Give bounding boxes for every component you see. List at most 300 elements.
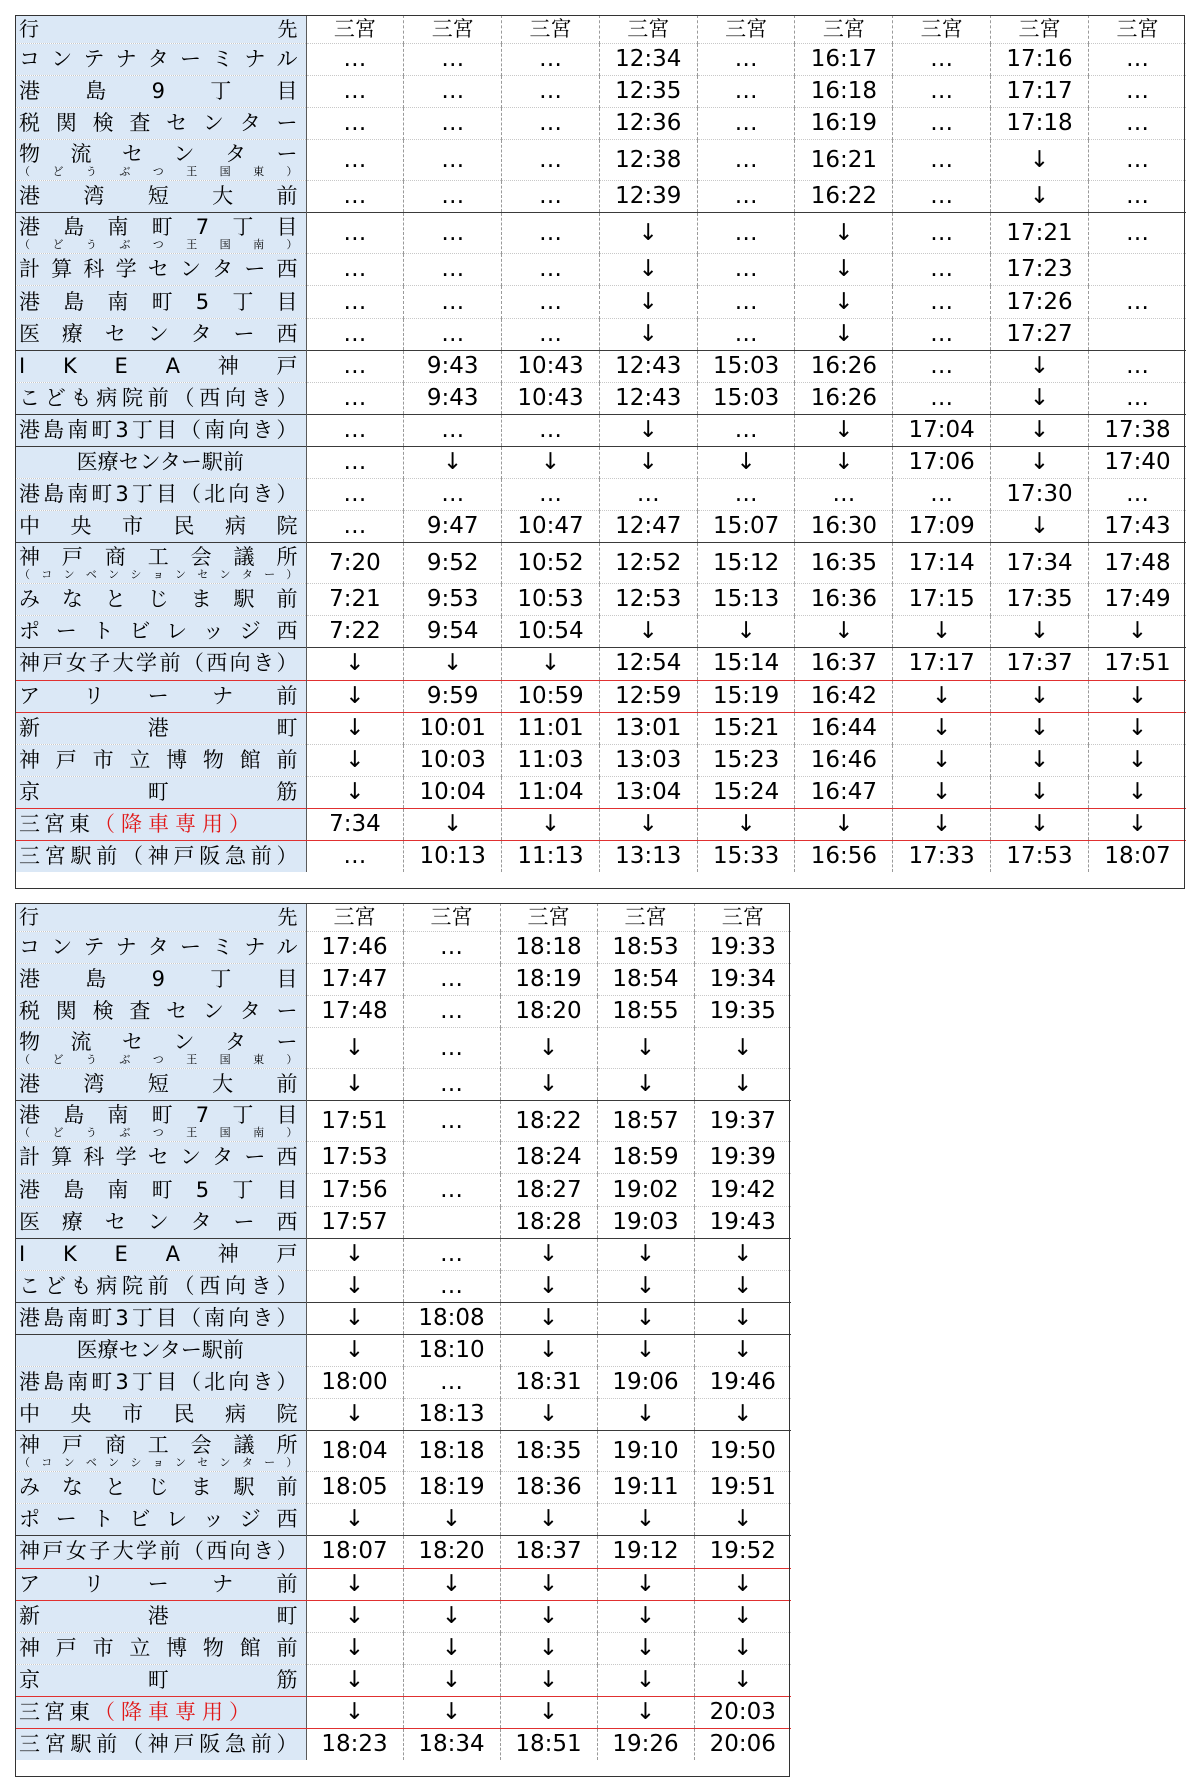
time-cell: … bbox=[697, 318, 795, 350]
time-cell: 13:13 bbox=[599, 840, 697, 872]
time-cell: … bbox=[404, 108, 502, 140]
time-cell: … bbox=[502, 286, 600, 318]
time-cell: ↓ bbox=[306, 1664, 403, 1696]
time-cell: 13:03 bbox=[599, 744, 697, 776]
time-cell: ↓ bbox=[597, 1270, 694, 1302]
time-cell: 17:37 bbox=[991, 648, 1089, 680]
time-cell: ↓ bbox=[991, 181, 1089, 213]
stop-label: 港 島 南 町 5 丁 目 bbox=[19, 1177, 298, 1202]
stop-label: 京 町 筋 bbox=[19, 779, 298, 804]
time-cell: 19:46 bbox=[694, 1367, 791, 1399]
time-cell: ↓ bbox=[991, 808, 1089, 840]
time-cell: … bbox=[893, 181, 991, 213]
table-row bbox=[15, 1367, 791, 1399]
time-cell: ↓ bbox=[1088, 808, 1186, 840]
stop-label: 港 島 南 町 7 丁 目 bbox=[19, 214, 298, 239]
time-cell: 17:14 bbox=[893, 543, 991, 584]
time-cell: ↓ bbox=[500, 1334, 597, 1366]
time-cell: 19:52 bbox=[694, 1536, 791, 1568]
stop-label: 医 療 セ ン タ ー 西 bbox=[19, 1209, 298, 1234]
time-cell: ↓ bbox=[306, 1069, 403, 1101]
time-cell: ↓ bbox=[991, 680, 1089, 712]
time-cell: ↓ bbox=[694, 1664, 791, 1696]
destination-header: 三宮 bbox=[500, 903, 597, 932]
destination-header: 三宮 bbox=[404, 15, 502, 44]
time-cell: ↓ bbox=[500, 1238, 597, 1270]
stop-label: 港 湾 短 大 前 bbox=[19, 1072, 298, 1097]
header-row bbox=[15, 903, 791, 932]
time-cell: 18:59 bbox=[597, 1142, 694, 1174]
time-cell: … bbox=[1088, 213, 1186, 254]
time-cell: 19:51 bbox=[694, 1472, 791, 1504]
time-cell: 12:53 bbox=[599, 584, 697, 616]
stop-label: ア リ ー ナ 前 bbox=[19, 1571, 298, 1596]
time-cell: 17:56 bbox=[306, 1174, 403, 1206]
time-cell: 12:34 bbox=[599, 44, 697, 76]
table-row bbox=[15, 1536, 791, 1568]
table-row bbox=[15, 776, 1186, 808]
time-cell: … bbox=[697, 414, 795, 446]
time-cell: 19:50 bbox=[694, 1431, 791, 1472]
stop-name bbox=[15, 76, 306, 108]
time-cell: 18:18 bbox=[403, 1431, 500, 1472]
time-cell: 17:40 bbox=[1088, 446, 1186, 478]
time-cell: 10:53 bbox=[502, 584, 600, 616]
time-cell: 12:36 bbox=[599, 108, 697, 140]
time-cell: ↓ bbox=[306, 1568, 403, 1600]
time-cell: 17:51 bbox=[306, 1101, 403, 1142]
time-cell: … bbox=[893, 382, 991, 414]
time-cell: … bbox=[403, 1238, 500, 1270]
stop-name bbox=[15, 350, 306, 382]
stop-name bbox=[15, 1302, 306, 1334]
time-cell: ↓ bbox=[991, 382, 1089, 414]
time-cell: … bbox=[502, 414, 600, 446]
time-cell: ↓ bbox=[697, 616, 795, 648]
table-row bbox=[15, 1174, 791, 1206]
destination-header: 三宮 bbox=[306, 15, 404, 44]
time-cell: 10:13 bbox=[404, 840, 502, 872]
time-cell: … bbox=[697, 108, 795, 140]
time-cell: ↓ bbox=[599, 286, 697, 318]
time-cell: 17:53 bbox=[306, 1142, 403, 1174]
time-cell: … bbox=[403, 964, 500, 996]
time-cell: ↓ bbox=[1088, 712, 1186, 744]
table-row bbox=[15, 446, 1186, 478]
table-row bbox=[15, 108, 1186, 140]
time-cell: … bbox=[404, 140, 502, 181]
time-cell: … bbox=[404, 254, 502, 286]
time-cell: ↓ bbox=[795, 286, 893, 318]
time-cell: ↓ bbox=[795, 318, 893, 350]
stop-name bbox=[15, 964, 306, 996]
time-cell: ↓ bbox=[403, 1632, 500, 1664]
table-row bbox=[15, 511, 1186, 543]
stop-name bbox=[15, 1472, 306, 1504]
time-cell: 18:36 bbox=[500, 1472, 597, 1504]
time-cell: ↓ bbox=[694, 1600, 791, 1632]
time-cell: … bbox=[697, 213, 795, 254]
time-cell: 16:36 bbox=[795, 584, 893, 616]
time-cell: 18:37 bbox=[500, 1536, 597, 1568]
time-cell: … bbox=[403, 1367, 500, 1399]
table-row bbox=[15, 181, 1186, 213]
time-cell: ↓ bbox=[500, 1399, 597, 1431]
table-row bbox=[15, 1399, 791, 1431]
time-cell: 10:03 bbox=[404, 744, 502, 776]
time-cell: … bbox=[306, 511, 404, 543]
time-cell: 18:10 bbox=[403, 1334, 500, 1366]
destination-header: 三宮 bbox=[697, 15, 795, 44]
time-cell: ↓ bbox=[795, 808, 893, 840]
time-cell: 15:13 bbox=[697, 584, 795, 616]
time-cell: ↓ bbox=[597, 1399, 694, 1431]
time-cell: ↓ bbox=[403, 1600, 500, 1632]
stop-name bbox=[15, 479, 306, 511]
time-cell: ↓ bbox=[991, 776, 1089, 808]
time-cell: 18:51 bbox=[500, 1728, 597, 1760]
time-cell: ↓ bbox=[500, 1568, 597, 1600]
time-cell: 18:07 bbox=[306, 1536, 403, 1568]
table-row bbox=[15, 1028, 791, 1069]
time-cell: ↓ bbox=[597, 1334, 694, 1366]
table-row bbox=[15, 584, 1186, 616]
table-row bbox=[15, 964, 791, 996]
time-cell: 15:24 bbox=[697, 776, 795, 808]
time-cell: ↓ bbox=[597, 1664, 694, 1696]
table-row bbox=[15, 1664, 791, 1696]
time-cell: … bbox=[306, 350, 404, 382]
table-row bbox=[15, 543, 1186, 584]
time-cell: 10:47 bbox=[502, 511, 600, 543]
time-cell: ↓ bbox=[893, 776, 991, 808]
time-cell: 7:20 bbox=[306, 543, 404, 584]
time-cell: ↓ bbox=[500, 1696, 597, 1728]
time-cell: 17:51 bbox=[1088, 648, 1186, 680]
time-cell: ↓ bbox=[893, 712, 991, 744]
time-cell: ↓ bbox=[502, 808, 600, 840]
stop-sublabel: （ ど う ぶ つ 王 国 南 ） bbox=[19, 237, 298, 251]
time-cell: … bbox=[893, 44, 991, 76]
table-row bbox=[15, 1728, 791, 1760]
stop-label: ア リ ー ナ 前 bbox=[19, 683, 298, 708]
time-cell: 15:23 bbox=[697, 744, 795, 776]
time-cell: ↓ bbox=[599, 808, 697, 840]
time-cell: 19:37 bbox=[694, 1101, 791, 1142]
stop-name bbox=[15, 213, 306, 254]
time-cell: 17:33 bbox=[893, 840, 991, 872]
header-dest-label: 先 bbox=[277, 17, 298, 41]
time-cell: 12:47 bbox=[599, 511, 697, 543]
time-cell: ↓ bbox=[597, 1632, 694, 1664]
time-cell: 13:01 bbox=[599, 712, 697, 744]
time-cell: ↓ bbox=[599, 414, 697, 446]
stop-label: 神 戸 女 子 大 学 前 （ 西 向 き ） bbox=[19, 1539, 298, 1564]
time-cell: 16:30 bbox=[795, 511, 893, 543]
time-cell: 17:26 bbox=[991, 286, 1089, 318]
table-row bbox=[15, 1238, 791, 1270]
table-row bbox=[15, 808, 1186, 840]
header-row bbox=[15, 15, 1186, 44]
time-cell: 18:24 bbox=[500, 1142, 597, 1174]
time-cell: 19:42 bbox=[694, 1174, 791, 1206]
time-cell: 18:27 bbox=[500, 1174, 597, 1206]
stop-label: 新 港 町 bbox=[19, 1603, 298, 1628]
time-cell: 10:43 bbox=[502, 382, 600, 414]
stop-label: 港 島 南 町 3 丁 目 （ 北 向 き ） bbox=[19, 482, 298, 507]
time-cell: ↓ bbox=[502, 446, 600, 478]
time-cell: 10:01 bbox=[404, 712, 502, 744]
stop-name bbox=[15, 584, 306, 616]
time-cell: ↓ bbox=[697, 446, 795, 478]
time-cell: ↓ bbox=[599, 213, 697, 254]
stop-label: 港 島 南 町 7 丁 目 bbox=[19, 1102, 298, 1127]
time-cell: ↓ bbox=[306, 1504, 403, 1536]
time-cell: 11:13 bbox=[502, 840, 600, 872]
stop-label: 京 町 筋 bbox=[19, 1667, 298, 1692]
stop-label: 神 戸 市 立 博 物 館 前 bbox=[19, 747, 298, 772]
table-row bbox=[15, 1504, 791, 1536]
time-cell: ↓ bbox=[694, 1069, 791, 1101]
time-cell: ↓ bbox=[306, 648, 404, 680]
time-cell: 19:10 bbox=[597, 1431, 694, 1472]
time-cell: … bbox=[306, 44, 404, 76]
time-cell: ↓ bbox=[991, 712, 1089, 744]
stop-name bbox=[15, 1174, 306, 1206]
table-row bbox=[15, 1302, 791, 1334]
time-cell: … bbox=[306, 414, 404, 446]
time-cell: … bbox=[697, 76, 795, 108]
stop-name bbox=[15, 1568, 306, 1600]
time-cell: 19:43 bbox=[694, 1206, 791, 1238]
time-cell: ↓ bbox=[403, 1664, 500, 1696]
stop-label: 医 療 セ ン タ ー 西 bbox=[19, 321, 298, 346]
time-cell: 15:14 bbox=[697, 648, 795, 680]
time-cell: 17:34 bbox=[991, 543, 1089, 584]
stop-name bbox=[15, 932, 306, 964]
stop-label: コ ン テ ナ タ ー ミ ナ ル bbox=[19, 935, 298, 960]
time-cell bbox=[403, 1206, 500, 1238]
stop-label: コ ン テ ナ タ ー ミ ナ ル bbox=[19, 47, 298, 72]
time-cell: ↓ bbox=[991, 446, 1089, 478]
stop-name bbox=[15, 1399, 306, 1431]
table-row bbox=[15, 350, 1186, 382]
stop-label: こ ど も 病 院 前 （ 西 向 き ） bbox=[19, 1273, 298, 1298]
stop-name bbox=[15, 996, 306, 1028]
stop-name bbox=[15, 1696, 306, 1728]
time-cell: 17:16 bbox=[991, 44, 1089, 76]
time-cell: 17:49 bbox=[1088, 584, 1186, 616]
time-cell: ↓ bbox=[694, 1028, 791, 1069]
time-cell: … bbox=[404, 181, 502, 213]
time-cell: 13:04 bbox=[599, 776, 697, 808]
time-cell: 18:34 bbox=[403, 1728, 500, 1760]
time-cell: ↓ bbox=[404, 446, 502, 478]
table-row bbox=[15, 286, 1186, 318]
stop-name bbox=[15, 808, 306, 840]
time-cell: 17:09 bbox=[893, 511, 991, 543]
table-row bbox=[15, 1101, 791, 1142]
time-cell: ↓ bbox=[597, 1568, 694, 1600]
time-cell: ↓ bbox=[404, 648, 502, 680]
time-cell: … bbox=[306, 286, 404, 318]
stop-name bbox=[15, 1728, 306, 1760]
stop-name bbox=[15, 286, 306, 318]
table-row bbox=[15, 1696, 791, 1728]
time-cell: … bbox=[893, 108, 991, 140]
destination-header: 三宮 bbox=[893, 15, 991, 44]
time-cell: 19:26 bbox=[597, 1728, 694, 1760]
table-row bbox=[15, 76, 1186, 108]
time-cell: 19:11 bbox=[597, 1472, 694, 1504]
time-cell: ↓ bbox=[694, 1238, 791, 1270]
stop-label: 港 湾 短 大 前 bbox=[19, 184, 298, 209]
stop-name bbox=[15, 1101, 306, 1142]
time-cell: … bbox=[697, 140, 795, 181]
stop-name bbox=[15, 1664, 306, 1696]
destination-header: 三宮 bbox=[306, 903, 403, 932]
stop-name bbox=[15, 108, 306, 140]
time-cell: 17:23 bbox=[991, 254, 1089, 286]
time-cell: 18:57 bbox=[597, 1101, 694, 1142]
stop-name bbox=[15, 1069, 306, 1101]
stop-name bbox=[15, 318, 306, 350]
time-cell: 16:22 bbox=[795, 181, 893, 213]
stop-name bbox=[15, 1334, 306, 1366]
stop-label: 港 島 南 町 3 丁 目 （ 南 向 き ） bbox=[19, 417, 298, 442]
time-cell: ↓ bbox=[500, 1664, 597, 1696]
time-cell: 20:03 bbox=[694, 1696, 791, 1728]
time-cell: 18:55 bbox=[597, 996, 694, 1028]
time-cell: 16:19 bbox=[795, 108, 893, 140]
time-cell: 18:20 bbox=[403, 1536, 500, 1568]
stop-label: I K E A 神 戸 bbox=[19, 353, 298, 378]
time-cell: 10:59 bbox=[502, 680, 600, 712]
time-cell: 18:28 bbox=[500, 1206, 597, 1238]
time-cell: ↓ bbox=[893, 808, 991, 840]
stop-label: 神 戸 女 子 大 学 前 （ 西 向 き ） bbox=[19, 651, 298, 676]
table-row bbox=[15, 254, 1186, 286]
time-cell: … bbox=[1088, 181, 1186, 213]
time-cell: ↓ bbox=[306, 1302, 403, 1334]
time-cell: … bbox=[306, 318, 404, 350]
stop-name bbox=[15, 1632, 306, 1664]
time-cell: 7:22 bbox=[306, 616, 404, 648]
table-row bbox=[15, 1568, 791, 1600]
time-cell: … bbox=[502, 108, 600, 140]
time-cell: 17:46 bbox=[306, 932, 403, 964]
time-cell: … bbox=[404, 76, 502, 108]
time-cell: … bbox=[893, 254, 991, 286]
time-cell: ↓ bbox=[991, 350, 1089, 382]
destination-header: 三宮 bbox=[795, 15, 893, 44]
time-cell: 18:08 bbox=[403, 1302, 500, 1334]
time-cell: ↓ bbox=[403, 1696, 500, 1728]
stop-label: 新 港 町 bbox=[19, 715, 298, 740]
time-cell: 12:43 bbox=[599, 350, 697, 382]
time-cell: ↓ bbox=[306, 1399, 403, 1431]
stop-sublabel: （ ど う ぶ つ 王 国 南 ） bbox=[19, 1125, 298, 1139]
time-cell: 17:48 bbox=[1088, 543, 1186, 584]
time-cell: … bbox=[306, 479, 404, 511]
time-cell: 19:06 bbox=[597, 1367, 694, 1399]
time-cell: 12:38 bbox=[599, 140, 697, 181]
time-cell: 18:20 bbox=[500, 996, 597, 1028]
destination-header: 三宮 bbox=[1088, 15, 1186, 44]
time-cell: ↓ bbox=[597, 1302, 694, 1334]
time-cell: ↓ bbox=[403, 1504, 500, 1536]
stop-label: 中 央 市 民 病 院 bbox=[19, 514, 298, 539]
stop-label: 計 算 科 学 セ ン タ ー 西 bbox=[19, 1145, 298, 1170]
stop-label: 神 戸 商 工 会 議 所 bbox=[19, 544, 298, 569]
stop-name bbox=[15, 1600, 306, 1632]
time-cell: ↓ bbox=[795, 213, 893, 254]
stop-name bbox=[15, 1431, 306, 1472]
time-cell: 16:47 bbox=[795, 776, 893, 808]
time-cell: 11:04 bbox=[502, 776, 600, 808]
time-cell: 18:35 bbox=[500, 1431, 597, 1472]
time-cell: ↓ bbox=[306, 1600, 403, 1632]
time-cell: … bbox=[404, 286, 502, 318]
time-cell: 19:33 bbox=[694, 932, 791, 964]
time-cell: 9:43 bbox=[404, 382, 502, 414]
time-cell: 16:26 bbox=[795, 350, 893, 382]
time-cell: 15:03 bbox=[697, 382, 795, 414]
time-cell: ↓ bbox=[893, 616, 991, 648]
time-cell: … bbox=[1088, 108, 1186, 140]
time-cell: ↓ bbox=[694, 1504, 791, 1536]
time-cell: ↓ bbox=[599, 446, 697, 478]
destination-header: 三宮 bbox=[403, 903, 500, 932]
stop-name bbox=[15, 1238, 306, 1270]
time-cell: 19:34 bbox=[694, 964, 791, 996]
time-cell: 17:38 bbox=[1088, 414, 1186, 446]
time-cell: 12:54 bbox=[599, 648, 697, 680]
time-cell: 17:30 bbox=[991, 479, 1089, 511]
time-cell: ↓ bbox=[991, 616, 1089, 648]
time-cell: 15:03 bbox=[697, 350, 795, 382]
time-cell: … bbox=[1088, 76, 1186, 108]
table-row bbox=[15, 648, 1186, 680]
table-row bbox=[15, 479, 1186, 511]
time-cell: 12:43 bbox=[599, 382, 697, 414]
stop-label: 港 島 南 町 5 丁 目 bbox=[19, 289, 298, 314]
time-cell: ↓ bbox=[500, 1302, 597, 1334]
stop-name bbox=[15, 254, 306, 286]
stop-label: 三 宮 駅 前 （ 神 戸 阪 急 前 ） bbox=[19, 844, 298, 869]
stop-name bbox=[15, 414, 306, 446]
time-cell: 16:42 bbox=[795, 680, 893, 712]
time-cell: 16:35 bbox=[795, 543, 893, 584]
time-cell: 11:01 bbox=[502, 712, 600, 744]
time-cell: 17:17 bbox=[893, 648, 991, 680]
stop-sublabel: （ コ ン ベ ン シ ョ ン セ ン タ ー ） bbox=[19, 567, 298, 581]
table-row bbox=[15, 1632, 791, 1664]
time-cell: 12:52 bbox=[599, 543, 697, 584]
time-cell: 18:00 bbox=[306, 1367, 403, 1399]
time-cell: 16:56 bbox=[795, 840, 893, 872]
time-cell: 12:39 bbox=[599, 181, 697, 213]
stop-label: み な と じ ま 駅 前 bbox=[19, 587, 298, 612]
stop-label: 税 関 検 査 セ ン タ ー bbox=[19, 111, 298, 136]
stop-name bbox=[15, 1028, 306, 1069]
time-cell: … bbox=[697, 479, 795, 511]
stop-name bbox=[15, 1142, 306, 1174]
time-cell: ↓ bbox=[795, 616, 893, 648]
time-cell: 18:18 bbox=[500, 932, 597, 964]
time-cell: 19:12 bbox=[597, 1536, 694, 1568]
time-cell: ↓ bbox=[694, 1399, 791, 1431]
